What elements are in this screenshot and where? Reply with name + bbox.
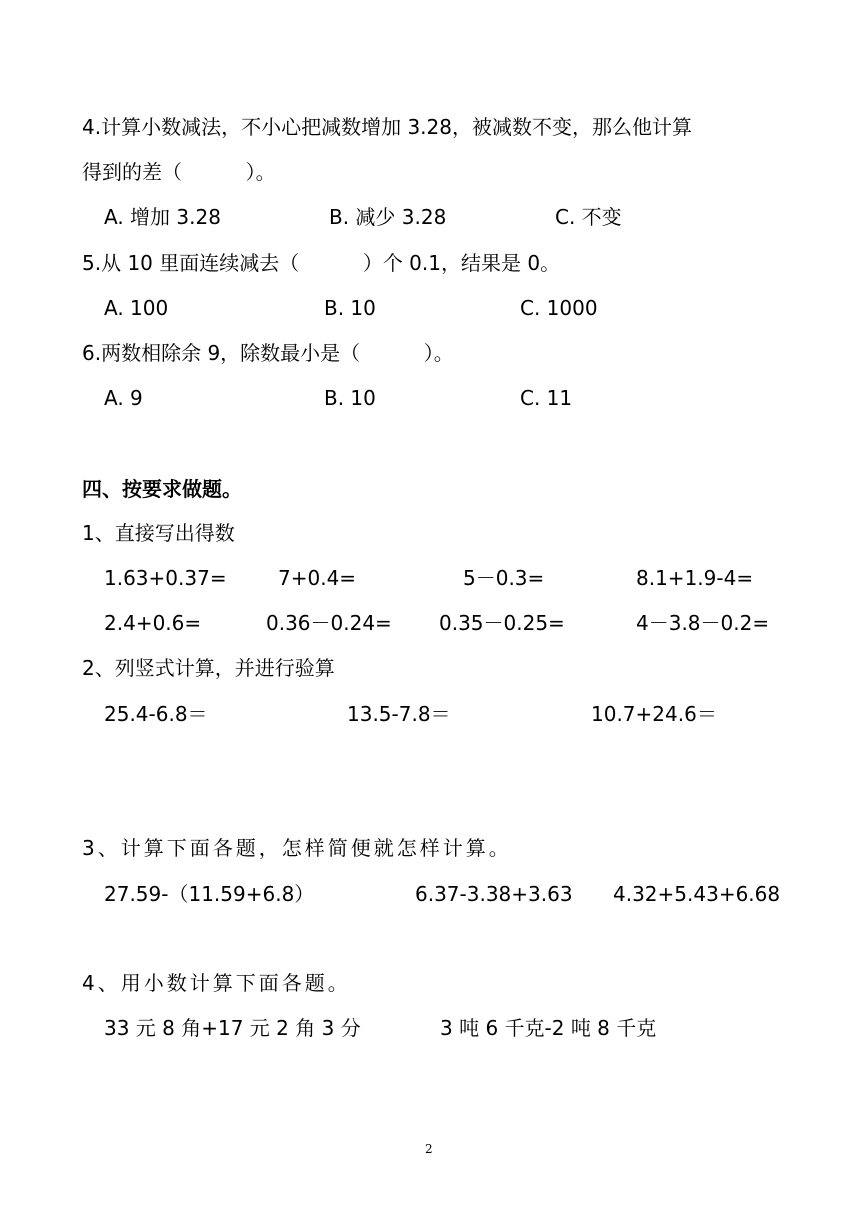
unit-calc-item: 33 元 8 角+17 元 2 角 3 分 xyxy=(104,1016,361,1040)
question-4-option-a: A. 增加 3.28 xyxy=(104,205,221,229)
mental-math-item: 4－3.8－0.2= xyxy=(636,611,770,635)
mental-math-item: 7+0.4= xyxy=(278,566,357,590)
question-6-option-c: C. 11 xyxy=(520,386,573,410)
question-4-line-2: 得到的差（ ）。 xyxy=(82,160,276,184)
mental-math-item: 1.63+0.37= xyxy=(104,566,227,590)
vertical-calc-item: 25.4-6.8＝ xyxy=(104,702,208,726)
simplify-calc-item: 4.32+5.43+6.68 xyxy=(613,882,781,906)
question-5-stem: 5.从 10 里面连续减去（ ）个 0.1，结果是 0。 xyxy=(82,251,561,275)
question-5-option-a: A. 100 xyxy=(104,296,169,320)
part-3-title: 3、计算下面各题，怎样简便就怎样计算。 xyxy=(82,836,512,860)
simplify-calc-item: 27.59-（11.59+6.8） xyxy=(104,882,315,906)
question-5-option-b: B. 10 xyxy=(324,296,376,320)
question-5-option-c: C. 1000 xyxy=(520,296,598,320)
simplify-calc-item: 6.37-3.38+3.63 xyxy=(415,882,573,906)
question-4-option-b: B. 减少 3.28 xyxy=(329,205,447,229)
mental-math-item: 0.36－0.24= xyxy=(266,611,392,635)
question-6-option-b: B. 10 xyxy=(324,386,376,410)
part-1-title: 1、直接写出得数 xyxy=(82,521,235,545)
question-6-stem: 6.两数相除余 9，除数最小是（ ）。 xyxy=(82,341,454,365)
question-4-line-1: 4.计算小数减法，不小心把减数增加 3.28，被减数不变，那么他计算 xyxy=(82,115,692,139)
mental-math-item: 8.1+1.9-4= xyxy=(636,566,754,590)
vertical-calc-item: 13.5-7.8＝ xyxy=(347,702,451,726)
page-number: 2 xyxy=(425,1142,433,1156)
question-4-option-c: C. 不变 xyxy=(555,205,622,229)
mental-math-item: 5－0.3= xyxy=(463,566,545,590)
vertical-calc-item: 10.7+24.6＝ xyxy=(591,702,717,726)
question-6-option-a: A. 9 xyxy=(104,386,143,410)
mental-math-item: 0.35－0.25= xyxy=(439,611,565,635)
part-4-title: 4、用小数计算下面各题。 xyxy=(82,971,351,995)
part-2-title: 2、列竖式计算，并进行验算 xyxy=(82,656,335,680)
mental-math-item: 2.4+0.6= xyxy=(104,611,202,635)
unit-calc-item: 3 吨 6 千克-2 吨 8 千克 xyxy=(440,1016,657,1040)
section-4-heading: 四、按要求做题。 xyxy=(82,477,242,501)
